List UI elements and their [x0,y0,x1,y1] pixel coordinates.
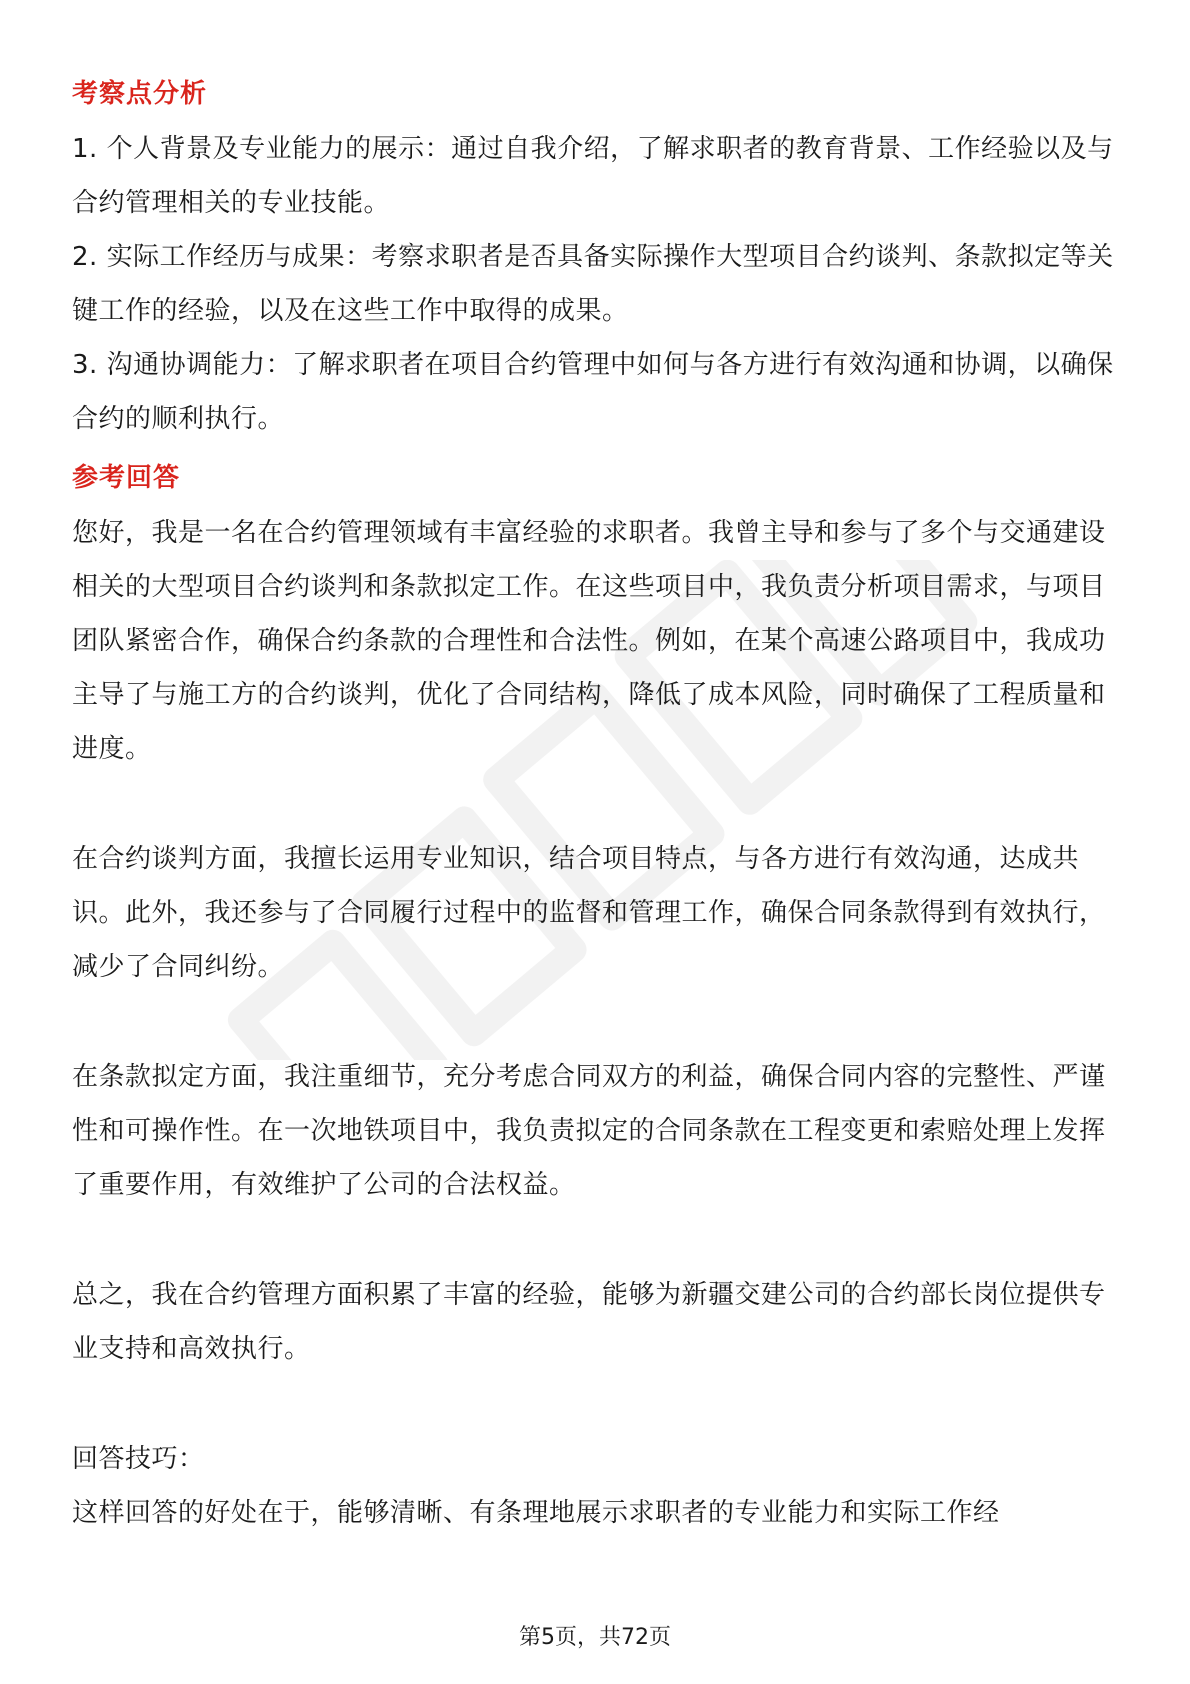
page-number: 第5页，共72页 [519,1625,671,1650]
answer-paragraph-1: 您好，我是一名在合约管理领域有丰富经验的求职者。我曾主导和参与了多个与交通建设相关的大型项目合约谈判和条款拟定工作。在这些项目中，我负责分析项目需求，与项目团队紧密合作，确保合约条款的合理性和合法性。例如，在某个高速公路项目中，我成功主导了与施工方的合约谈判，优化了合同结构，降低了成本风险，同时确保了工程质量和进度。 [72,518,1106,764]
answer-paragraph-4: 总之，我在合约管理方面积累了丰富的经验，能够为新疆交建公司的合约部长岗位提供专业支持和高效执行。 [72,1280,1106,1364]
analysis-item-3: 3. 沟通协调能力：了解求职者在项目合约管理中如何与各方进行有效沟通和协调，以确保合约的顺利执行。 [72,350,1114,434]
main-content [72,66,1120,1540]
analysis-item-2: 2. 实际工作经历与成果：考察求职者是否具备实际操作大型项目合约谈判、条款拟定等关键工作的经验，以及在这些工作中取得的成果。 [72,242,1114,326]
tips-heading: 回答技巧： [72,1444,205,1474]
answer-heading: 参考回答 [72,463,181,493]
tips-text: 这样回答的好处在于，能够清晰、有条理地展示求职者的专业能力和实际工作经 [72,1498,1000,1528]
analysis-heading: 考察点分析 [72,79,208,109]
analysis-item-1: 1. 个人背景及专业能力的展示：通过自我介绍，了解求职者的教育背景、工作经验以及与合约管理相关的专业技能。 [72,134,1114,218]
answer-paragraph-2: 在合约谈判方面，我擅长运用专业知识，结合项目特点，与各方进行有效沟通，达成共识。此外，我还参与了合同履行过程中的监督和管理工作，确保合同条款得到有效执行，减少了合同纠纷。 [72,844,1106,982]
answer-paragraph-3: 在条款拟定方面，我注重细节，充分考虑合同双方的利益，确保合同内容的完整性、严谨性和可操作性。在一次地铁项目中，我负责拟定的合同条款在工程变更和索赔处理上发挥了重要作用，有效维护了公司的合法权益。 [72,1062,1106,1200]
